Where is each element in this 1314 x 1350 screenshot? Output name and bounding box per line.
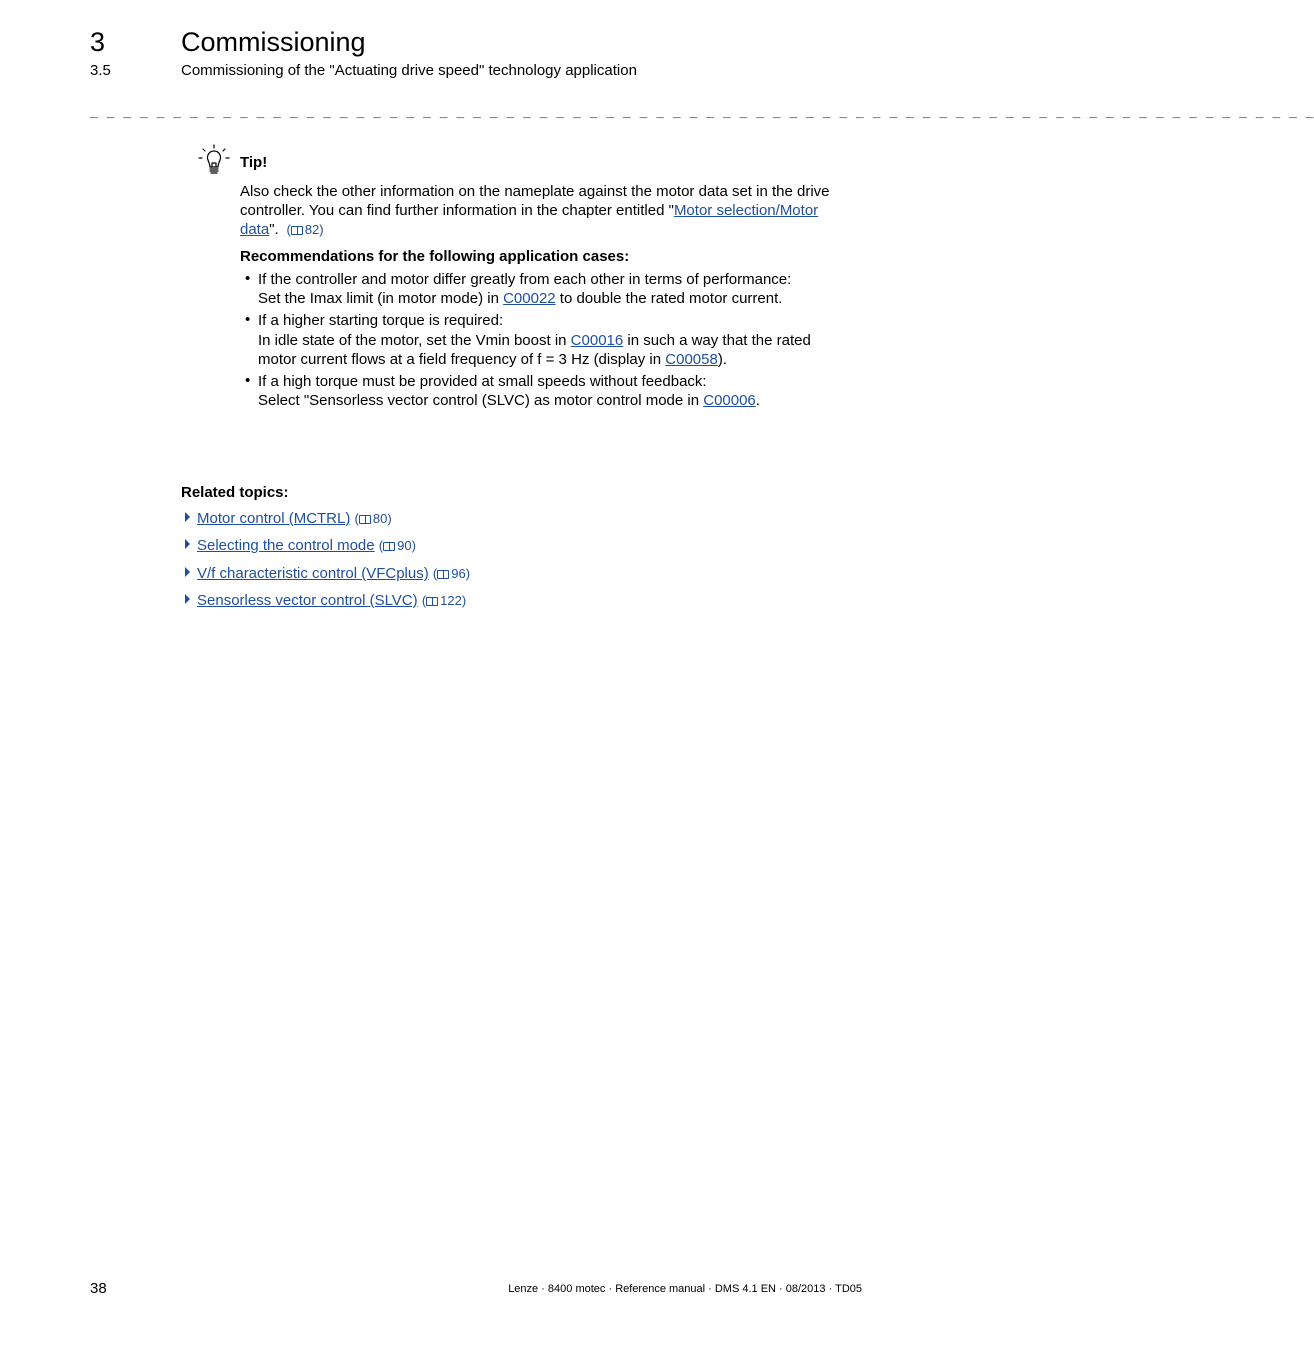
arrow-right-icon: [185, 512, 190, 522]
bullet-3-line1: If a high torque must be provided at small speeds without feedback:: [258, 373, 707, 390]
page-number: 38: [90, 1280, 107, 1297]
c00058-link[interactable]: C00058: [665, 351, 718, 368]
c00022-link[interactable]: C00022: [503, 290, 556, 307]
bullet-marker: •: [245, 311, 251, 328]
tip-paragraph-text: controller. You can find further information in the chapter entitled ": [240, 202, 674, 219]
recommendations-heading: Recommendations for the following application cases:: [240, 248, 630, 265]
motor-data-link[interactable]: data: [240, 221, 270, 238]
bullet-text: .: [755, 392, 760, 409]
motor-selection-link[interactable]: Motor selection/Motor: [673, 202, 819, 219]
bullet-text: Set the Imax limit (in motor mode) in: [258, 290, 504, 307]
book-icon: [383, 542, 395, 551]
book-icon: [437, 570, 449, 579]
bullet-2-line2: [258, 331, 811, 350]
document-info: Lenze · 8400 motec · Reference manual · DMS 4.1 EN · 08/2013 · TD05: [508, 1283, 862, 1295]
related-topic-item[interactable]: [185, 510, 392, 527]
section-title: Commissioning of the "Actuating drive speed" technology application: [181, 62, 637, 79]
header-separator: _ _ _ _ _ _ _ _ _ _ _ _ _ _ _ _ _ _ _ _ _ _ _ _ _ _ _ _ _ _ _ _ _ _ _ _ _ _ _ _ _ _ _ _ _ _ _ _ _ _ _ _ _ _ _ _ _ _ _ _ _ _ _ _ _ _ _ _ _ _ _ _ _ _: [90, 104, 1314, 119]
related-topic-link[interactable]: Motor control (MCTRL): [197, 510, 351, 527]
page-reference[interactable]: ( 90): [378, 538, 416, 553]
arrow-right-icon: [185, 539, 190, 549]
page-reference[interactable]: ( 122): [421, 593, 467, 608]
related-topic-link[interactable]: Selecting the control mode: [197, 537, 375, 554]
bullet-2-line3: [258, 350, 727, 369]
section-number: 3.5: [90, 62, 111, 79]
bullet-1-line1: If the controller and motor differ greatly from each other in terms of performance:: [258, 271, 792, 288]
bullet-2-line1: If a higher starting torque is required:: [258, 312, 504, 329]
bullet-marker: •: [245, 372, 251, 389]
page-reference[interactable]: ( 96): [432, 566, 471, 581]
bullet-1-line2: [258, 289, 782, 308]
page-ref-number: 80: [372, 511, 388, 526]
c00006-link[interactable]: C00006: [703, 392, 756, 409]
bullet-marker: •: [245, 270, 251, 287]
arrow-right-icon: [185, 594, 190, 604]
tip-paragraph-line2: [240, 201, 818, 220]
page-ref-number: 96: [451, 566, 466, 581]
page-ref-number: 90: [397, 538, 412, 553]
related-topic-item[interactable]: [185, 592, 466, 609]
related-topic-link[interactable]: Sensorless vector control (SLVC): [197, 592, 418, 609]
bullet-text: In idle state of the motor, set the Vmin boost in: [258, 332, 571, 349]
lightbulb-icon: [196, 143, 232, 179]
tip-paragraph-line1: Also check the other information on the nameplate against the motor data set in the drive: [240, 183, 830, 200]
chapter-number: 3: [90, 27, 106, 57]
c00016-link[interactable]: C00016: [570, 332, 624, 349]
tip-paragraph-line3: [240, 220, 324, 239]
chapter-title: Commissioning: [181, 27, 366, 57]
arrow-right-icon: [185, 567, 190, 577]
bullet-text: in such a way that the rated: [623, 332, 811, 349]
page-ref-number: 122: [440, 593, 462, 608]
page-ref-number: 82: [304, 222, 320, 237]
page-reference[interactable]: ( 82): [282, 222, 324, 237]
related-topic-item[interactable]: [185, 565, 470, 582]
bullet-text: Select "Sensorless vector control (SLVC) as motor control mode in: [258, 392, 704, 409]
book-icon: [359, 515, 371, 524]
bullet-text: motor current flows at a field frequency of f = 3 Hz (display in: [258, 351, 666, 368]
bullet-text: ).: [717, 351, 727, 368]
book-icon: [426, 597, 438, 606]
book-icon: [291, 226, 303, 235]
related-topic-link[interactable]: V/f characteristic control (VFCplus): [197, 565, 429, 582]
bullet-3-line2: [258, 391, 760, 410]
tip-label: Tip!: [240, 154, 268, 171]
page-reference[interactable]: ( 80): [354, 511, 392, 526]
bullet-text: to double the rated motor current.: [555, 290, 783, 307]
related-topic-item[interactable]: [185, 537, 416, 554]
tip-paragraph-text: ".: [269, 221, 279, 238]
related-topics-heading: Related topics:: [181, 484, 289, 501]
